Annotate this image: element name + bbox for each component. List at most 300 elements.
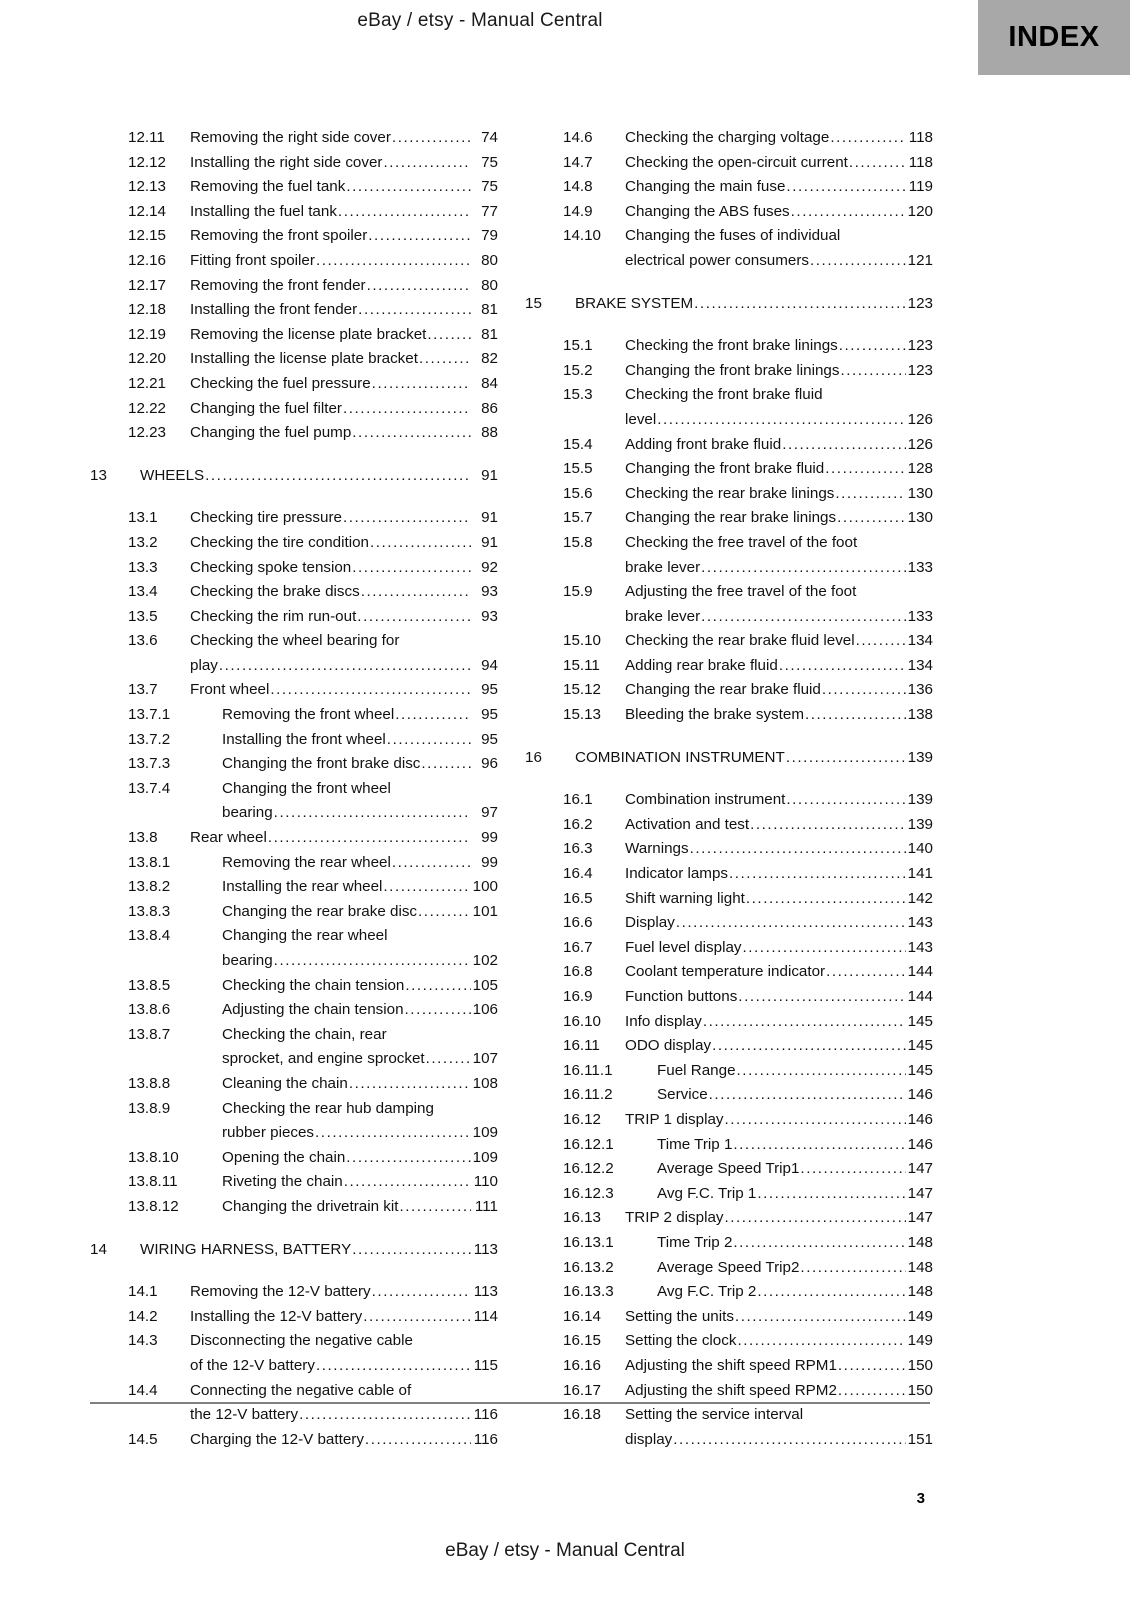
toc-entry-number: 13.8.10 xyxy=(128,1148,179,1166)
toc-entry-title-first-line: Setting the service interval xyxy=(625,1406,804,1424)
toc-entry-page-number: 139 xyxy=(907,791,933,809)
toc-entry[interactable] xyxy=(523,1231,933,1256)
toc-entry[interactable] xyxy=(523,1157,933,1182)
toc-entry-number: 16.13.2 xyxy=(563,1258,614,1276)
toc-entry[interactable] xyxy=(88,464,498,489)
toc-entry-title-line xyxy=(625,703,933,728)
toc-entry-page-number: 81 xyxy=(481,301,498,319)
toc-entry-body xyxy=(625,334,933,359)
toc-entry-body xyxy=(625,200,933,225)
toc-leader-dots xyxy=(392,126,471,151)
toc-entry-number: 13.7 xyxy=(128,681,158,699)
toc-entry[interactable] xyxy=(88,974,498,999)
toc-leader-dots xyxy=(270,678,471,703)
toc-entry[interactable] xyxy=(523,960,933,985)
toc-entry-body xyxy=(625,580,933,629)
toc-entry-title: Removing the front wheel xyxy=(222,706,395,724)
toc-entry-number: 13 xyxy=(90,466,107,484)
toc-entry[interactable] xyxy=(523,746,933,771)
toc-leader-dots xyxy=(709,1083,906,1108)
toc-entry-body xyxy=(625,936,933,961)
toc-entry[interactable] xyxy=(88,200,498,225)
toc-entry-title: the 12-V battery xyxy=(190,1406,299,1424)
toc-entry-body xyxy=(625,703,933,728)
toc-leader-dots xyxy=(690,837,906,862)
toc-entry[interactable] xyxy=(88,1428,498,1453)
toc-entry[interactable] xyxy=(523,837,933,862)
toc-entry[interactable] xyxy=(523,224,933,273)
toc-entry[interactable] xyxy=(88,556,498,581)
toc-leader-dots xyxy=(724,1206,906,1231)
toc-entry-body xyxy=(625,175,933,200)
toc-entry-page-number: 81 xyxy=(481,325,498,343)
toc-entry-page-number: 80 xyxy=(481,276,498,294)
toc-entry-title: Setting the clock xyxy=(625,1332,737,1350)
toc-entry[interactable] xyxy=(523,482,933,507)
toc-entry-page-number: 128 xyxy=(907,460,933,478)
toc-leader-dots xyxy=(826,960,906,985)
toc-entry[interactable] xyxy=(88,1072,498,1097)
toc-entry-body xyxy=(190,126,498,151)
toc-entry-body xyxy=(190,1329,498,1378)
toc-entry-page-number: 136 xyxy=(907,681,933,699)
toc-entry[interactable] xyxy=(88,752,498,777)
toc-entry[interactable] xyxy=(523,126,933,151)
toc-entry-title-line xyxy=(222,851,498,876)
toc-entry[interactable] xyxy=(523,1379,933,1404)
toc-entry-body xyxy=(190,249,498,274)
toc-entry-title-first-line: Checking the rear hub damping xyxy=(222,1099,434,1117)
toc-entry-page-number: 75 xyxy=(481,153,498,171)
index-tab-label: INDEX xyxy=(1008,21,1100,53)
toc-entry[interactable] xyxy=(88,875,498,900)
toc-leader-dots xyxy=(268,826,471,851)
toc-leader-dots xyxy=(357,605,471,630)
toc-entry-number: 14.5 xyxy=(128,1430,158,1448)
toc-entry[interactable] xyxy=(523,1108,933,1133)
toc-entry[interactable] xyxy=(523,1256,933,1281)
toc-entry-title: Display xyxy=(625,914,675,932)
toc-entry[interactable] xyxy=(523,985,933,1010)
toc-entry-title: Changing the rear brake linings xyxy=(625,509,837,527)
toc-entry[interactable] xyxy=(523,531,933,580)
toc-entry-body xyxy=(625,433,933,458)
toc-entry[interactable] xyxy=(523,1083,933,1108)
toc-entry-page-number: 118 xyxy=(908,129,933,146)
toc-entry-title-line xyxy=(625,813,933,838)
toc-entry[interactable] xyxy=(523,200,933,225)
toc-entry[interactable] xyxy=(523,654,933,679)
toc-entry-title: Installing the license plate bracket xyxy=(190,350,418,368)
toc-entry-body xyxy=(222,1072,498,1097)
toc-leader-dots xyxy=(383,875,471,900)
toc-entry-page-number: 91 xyxy=(481,533,498,551)
toc-leader-dots xyxy=(835,482,906,507)
toc-entry-body xyxy=(222,875,498,900)
toc-entry[interactable] xyxy=(88,1146,498,1171)
toc-entry-title-line xyxy=(222,949,498,974)
toc-entry[interactable] xyxy=(88,777,498,826)
toc-leader-dots xyxy=(750,813,906,838)
toc-entry-title-line xyxy=(190,678,498,703)
toc-entry-body xyxy=(625,1403,933,1452)
toc-entry[interactable] xyxy=(88,1195,498,1220)
toc-entry-page-number: 147 xyxy=(907,1184,933,1202)
toc-entry-page-number: 134 xyxy=(907,656,933,674)
toc-entry-title: Changing the front brake fluid xyxy=(625,460,825,478)
toc-entry-body xyxy=(190,629,498,678)
toc-entry-page-number: 130 xyxy=(907,509,933,527)
toc-entry[interactable] xyxy=(523,433,933,458)
toc-entry-title-line xyxy=(625,1206,933,1231)
toc-entry[interactable] xyxy=(88,506,498,531)
toc-entry-body xyxy=(625,1379,933,1404)
toc-leader-dots xyxy=(368,224,471,249)
toc-leader-dots xyxy=(673,1428,906,1453)
toc-entry-page-number: 79 xyxy=(481,227,498,245)
toc-entry-number: 16.13 xyxy=(563,1209,602,1227)
toc-entry[interactable] xyxy=(523,506,933,531)
toc-entry[interactable] xyxy=(523,1034,933,1059)
toc-entry[interactable] xyxy=(88,274,498,299)
toc-entry-title: Opening the chain xyxy=(222,1148,346,1166)
toc-entry-page-number: 143 xyxy=(907,914,933,932)
toc-entry[interactable] xyxy=(88,703,498,728)
toc-entry[interactable] xyxy=(523,1059,933,1084)
toc-entry[interactable] xyxy=(88,347,498,372)
toc-entry-page-number: 121 xyxy=(907,251,933,269)
toc-entry-title: Bleeding the brake system xyxy=(625,706,804,724)
toc-leader-dots xyxy=(338,200,471,225)
toc-entry[interactable] xyxy=(523,1329,933,1354)
toc-leader-dots xyxy=(791,200,906,225)
toc-entry[interactable] xyxy=(523,1305,933,1330)
toc-entry-number: 13.8 xyxy=(128,829,158,847)
toc-entry-title-line xyxy=(625,151,933,176)
toc-entry[interactable] xyxy=(88,175,498,200)
toc-entry-title: Combination instrument xyxy=(625,791,786,809)
toc-leader-dots xyxy=(822,678,906,703)
toc-entry[interactable] xyxy=(88,900,498,925)
toc-entry[interactable] xyxy=(523,887,933,912)
toc-entry[interactable] xyxy=(88,224,498,249)
toc-entry[interactable] xyxy=(523,334,933,359)
toc-entry-body xyxy=(657,1133,933,1158)
toc-entry-title-line xyxy=(625,359,933,384)
toc-entry[interactable] xyxy=(88,151,498,176)
toc-entry-page-number: 141 xyxy=(907,865,933,883)
toc-entry[interactable] xyxy=(523,936,933,961)
toc-entry-title-line xyxy=(625,678,933,703)
toc-leader-dots xyxy=(419,347,471,372)
toc-entry-number: 14.4 xyxy=(128,1381,158,1399)
toc-entry-page-number: 151 xyxy=(907,1430,933,1448)
toc-leader-dots xyxy=(724,1108,906,1133)
toc-entry[interactable] xyxy=(523,813,933,838)
toc-leader-dots xyxy=(363,1305,471,1330)
toc-entry-page-number: 108 xyxy=(472,1074,498,1092)
toc-entry-title-line xyxy=(190,274,498,299)
toc-entry-page-number: 109 xyxy=(472,1148,498,1166)
toc-entry-number: 12.18 xyxy=(128,301,167,319)
toc-entry[interactable] xyxy=(523,1010,933,1035)
toc-entry-title-line xyxy=(190,200,498,225)
toc-entry-title: Setting the units xyxy=(625,1307,734,1325)
toc-entry-number: 16.9 xyxy=(563,988,593,1005)
toc-entry-title-line xyxy=(222,1195,498,1220)
toc-entry-title-line xyxy=(190,298,498,323)
toc-entry[interactable] xyxy=(88,728,498,753)
toc-entry-title: Avg F.C. Trip 1 xyxy=(657,1184,757,1202)
toc-entry-page-number: 146 xyxy=(907,1086,933,1104)
toc-entry-page-number: 74 xyxy=(481,129,498,146)
toc-entry-page-number: 115 xyxy=(473,1356,498,1374)
toc-entry-title: Fuel Range xyxy=(657,1061,736,1079)
toc-entry-title: Checking the front brake linings xyxy=(625,337,838,355)
toc-entry[interactable] xyxy=(88,298,498,323)
toc-entry-number: 14.10 xyxy=(563,227,602,245)
toc-leader-dots xyxy=(849,151,906,176)
toc-entry-body xyxy=(625,531,933,580)
toc-leader-dots xyxy=(316,249,471,274)
toc-entry[interactable] xyxy=(88,531,498,556)
toc-entry[interactable] xyxy=(88,1280,498,1305)
toc-entry[interactable] xyxy=(523,151,933,176)
toc-entry-page-number: 147 xyxy=(907,1209,933,1227)
toc-entry[interactable] xyxy=(88,1023,498,1072)
toc-entry-title-line xyxy=(625,862,933,887)
toc-entry-number: 13.8.6 xyxy=(128,1001,171,1019)
toc-entry-title: Time Trip 2 xyxy=(657,1233,733,1251)
toc-entry-body xyxy=(190,556,498,581)
toc-entry-title: Adding front brake fluid xyxy=(625,435,782,453)
toc-entry[interactable] xyxy=(88,249,498,274)
toc-entry[interactable] xyxy=(88,826,498,851)
toc-entry-number: 15 xyxy=(525,294,542,312)
toc-entry-title-line xyxy=(625,1108,933,1133)
toc-entry-number: 12.21 xyxy=(128,374,167,392)
toc-entry-body xyxy=(625,1354,933,1379)
toc-entry[interactable] xyxy=(523,678,933,703)
toc-entry-number: 16.11 xyxy=(563,1037,600,1055)
toc-leader-dots xyxy=(729,862,906,887)
toc-entry[interactable] xyxy=(523,1206,933,1231)
toc-entry-body xyxy=(222,1170,498,1195)
toc-entry-title-line xyxy=(190,556,498,581)
toc-entry-title: Changing the front brake linings xyxy=(625,361,840,379)
toc-column-right xyxy=(523,126,933,1452)
toc-entry-page-number: 150 xyxy=(907,1381,933,1399)
toc-entry-title-line xyxy=(190,605,498,630)
toc-entry-page-number: 95 xyxy=(481,730,498,748)
toc-entry-title-first-line: Disconnecting the negative cable xyxy=(190,1332,413,1350)
toc-entry[interactable] xyxy=(88,372,498,397)
toc-entry-number: 13.8.7 xyxy=(128,1025,171,1043)
toc-entry[interactable] xyxy=(88,605,498,630)
toc-entry[interactable] xyxy=(88,924,498,973)
toc-entry-title-line xyxy=(190,175,498,200)
toc-entry-title-line xyxy=(625,911,933,936)
toc-entry-number: 13.7.1 xyxy=(128,706,171,724)
toc-entry-title-line xyxy=(190,1354,498,1379)
toc-leader-dots xyxy=(786,175,906,200)
toc-entry-title-line xyxy=(222,998,498,1023)
toc-entry[interactable] xyxy=(523,1403,933,1452)
toc-entry-page-number: 142 xyxy=(907,889,933,907)
toc-entry[interactable] xyxy=(88,1170,498,1195)
toc-entry-page-number: 139 xyxy=(907,748,933,766)
toc-entry-title-line xyxy=(625,1329,933,1354)
toc-leader-dots xyxy=(838,1354,906,1379)
toc-entry-number: 16 xyxy=(525,748,542,766)
toc-entry-title: WIRING HARNESS, BATTERY xyxy=(140,1240,352,1258)
toc-entry[interactable] xyxy=(88,851,498,876)
toc-entry[interactable] xyxy=(523,1280,933,1305)
toc-entry-title: Adjusting the shift speed RPM1 xyxy=(625,1356,837,1374)
toc-entry-title-line xyxy=(190,397,498,422)
toc-entry-number: 12.22 xyxy=(128,399,167,417)
toc-entry-title: Changing the main fuse xyxy=(625,178,786,196)
toc-entry[interactable] xyxy=(523,175,933,200)
toc-entry-number: 13.1 xyxy=(128,509,158,527)
toc-entry-number: 16.13.1 xyxy=(563,1233,614,1251)
toc-entry-number: 13.8.4 xyxy=(128,927,171,945)
toc-entry[interactable] xyxy=(88,421,498,446)
toc-entry-page-number: 123 xyxy=(907,361,933,379)
toc-entry-title: Fitting front spoiler xyxy=(190,251,315,269)
toc-entry-body xyxy=(625,1206,933,1231)
toc-entry-body xyxy=(190,347,498,372)
toc-entry[interactable] xyxy=(523,1133,933,1158)
toc-entry[interactable] xyxy=(523,580,933,629)
toc-entry-page-number: 75 xyxy=(481,178,498,196)
toc-entry-number: 15.12 xyxy=(563,681,602,699)
toc-entry-page-number: 133 xyxy=(907,558,933,576)
toc-entry[interactable] xyxy=(88,126,498,151)
toc-entry-title: Installing the right side cover xyxy=(190,153,383,171)
toc-leader-dots xyxy=(349,1072,471,1097)
toc-entry-page-number: 106 xyxy=(472,1001,498,1019)
toc-entry[interactable] xyxy=(88,1329,498,1378)
toc-leader-dots xyxy=(800,1256,906,1281)
toc-entry-title-line xyxy=(657,1280,933,1305)
toc-entry-title: Riveting the chain xyxy=(222,1173,343,1191)
toc-entry[interactable] xyxy=(523,703,933,728)
toc-entry-body xyxy=(190,298,498,323)
toc-entry-number: 16.15 xyxy=(563,1332,602,1350)
toc-entry-title: Removing the front spoiler xyxy=(190,227,368,245)
toc-entry[interactable] xyxy=(523,911,933,936)
toc-leader-dots xyxy=(346,1146,471,1171)
toc-entry[interactable] xyxy=(523,1182,933,1207)
toc-entry-number: 13.5 xyxy=(128,607,158,625)
toc-entry-title-line xyxy=(140,464,498,489)
toc-entry-title: bearing xyxy=(222,952,273,969)
toc-entry-page-number: 147 xyxy=(907,1160,933,1178)
toc-leader-dots xyxy=(392,851,471,876)
toc-entry-number: 15.6 xyxy=(563,484,593,502)
toc-entry-title: Removing the front fender xyxy=(190,276,366,294)
toc-entry-body xyxy=(625,911,933,936)
toc-entry-title: Installing the fuel tank xyxy=(190,202,337,220)
toc-entry[interactable] xyxy=(523,359,933,384)
toc-entry-title-line xyxy=(190,654,498,679)
toc-entry[interactable] xyxy=(523,457,933,482)
toc-entry[interactable] xyxy=(88,1238,498,1263)
toc-entry-number: 13.8.5 xyxy=(128,976,171,994)
toc-entry[interactable] xyxy=(88,323,498,348)
toc-entry-body xyxy=(657,1083,933,1108)
toc-entry[interactable] xyxy=(523,629,933,654)
toc-entry-title: Removing the rear wheel xyxy=(222,853,391,871)
toc-entry-title: display xyxy=(625,1430,673,1448)
toc-entry-body xyxy=(625,126,933,151)
toc-entry-title-line xyxy=(190,126,498,151)
toc-entry[interactable] xyxy=(523,292,933,317)
toc-entry[interactable] xyxy=(523,788,933,813)
toc-entry[interactable] xyxy=(88,1097,498,1146)
toc-entry-title: Removing the license plate bracket xyxy=(190,325,427,343)
toc-entry-title-line xyxy=(625,837,933,862)
toc-entry-title: Coolant temperature indicator xyxy=(625,963,826,981)
toc-entry-page-number: 123 xyxy=(907,294,933,312)
toc-leader-dots xyxy=(779,654,906,679)
toc-entry-title: Info display xyxy=(625,1012,702,1030)
toc-entry-page-number: 118 xyxy=(908,153,933,171)
toc-entry-body xyxy=(190,200,498,225)
toc-entry-title: Changing the fuel pump xyxy=(190,424,352,442)
toc-leader-dots xyxy=(426,1047,471,1072)
toc-entry[interactable] xyxy=(88,678,498,703)
toc-entry-title-first-line: Checking the wheel bearing for xyxy=(190,632,400,650)
toc-entry[interactable] xyxy=(88,1305,498,1330)
toc-entry-title-line xyxy=(190,421,498,446)
toc-entry-number: 14.7 xyxy=(563,153,593,171)
toc-entry-page-number: 86 xyxy=(481,399,498,417)
toc-leader-dots xyxy=(701,605,906,630)
toc-entry-page-number: 111 xyxy=(474,1197,498,1215)
toc-entry-title: Checking the chain tension xyxy=(222,976,405,994)
toc-entry-title-first-line: Changing the fuses of individual xyxy=(625,227,841,245)
toc-entry-page-number: 96 xyxy=(481,755,498,773)
toc-entry-title: Changing the fuel filter xyxy=(190,399,342,417)
toc-entry[interactable] xyxy=(523,383,933,432)
toc-entry[interactable] xyxy=(88,580,498,605)
toc-leader-dots xyxy=(344,1170,471,1195)
index-tab xyxy=(978,0,1130,75)
toc-entry[interactable] xyxy=(88,629,498,678)
toc-entry[interactable] xyxy=(88,998,498,1023)
footer-divider xyxy=(90,1402,930,1404)
toc-entry[interactable] xyxy=(88,397,498,422)
toc-entry-body xyxy=(190,151,498,176)
toc-entry-page-number: 84 xyxy=(481,374,498,392)
toc-entry-page-number: 88 xyxy=(481,424,498,442)
toc-entry-number: 13.8.1 xyxy=(128,853,171,871)
toc-entry-title-line xyxy=(657,1083,933,1108)
toc-leader-dots xyxy=(274,801,471,826)
toc-entry-title-line xyxy=(190,1280,498,1305)
toc-entry-body xyxy=(625,1329,933,1354)
toc-entry-title-line xyxy=(222,1121,498,1146)
toc-entry-number: 15.3 xyxy=(563,386,593,404)
toc-entry-title: sprocket, and engine sprocket xyxy=(222,1050,425,1068)
toc-entry[interactable] xyxy=(523,862,933,887)
toc-entry[interactable] xyxy=(523,1354,933,1379)
toc-entry-title-line xyxy=(190,372,498,397)
toc-entry-page-number: 97 xyxy=(481,804,498,822)
toc-entry-number: 16.12.3 xyxy=(563,1184,614,1202)
